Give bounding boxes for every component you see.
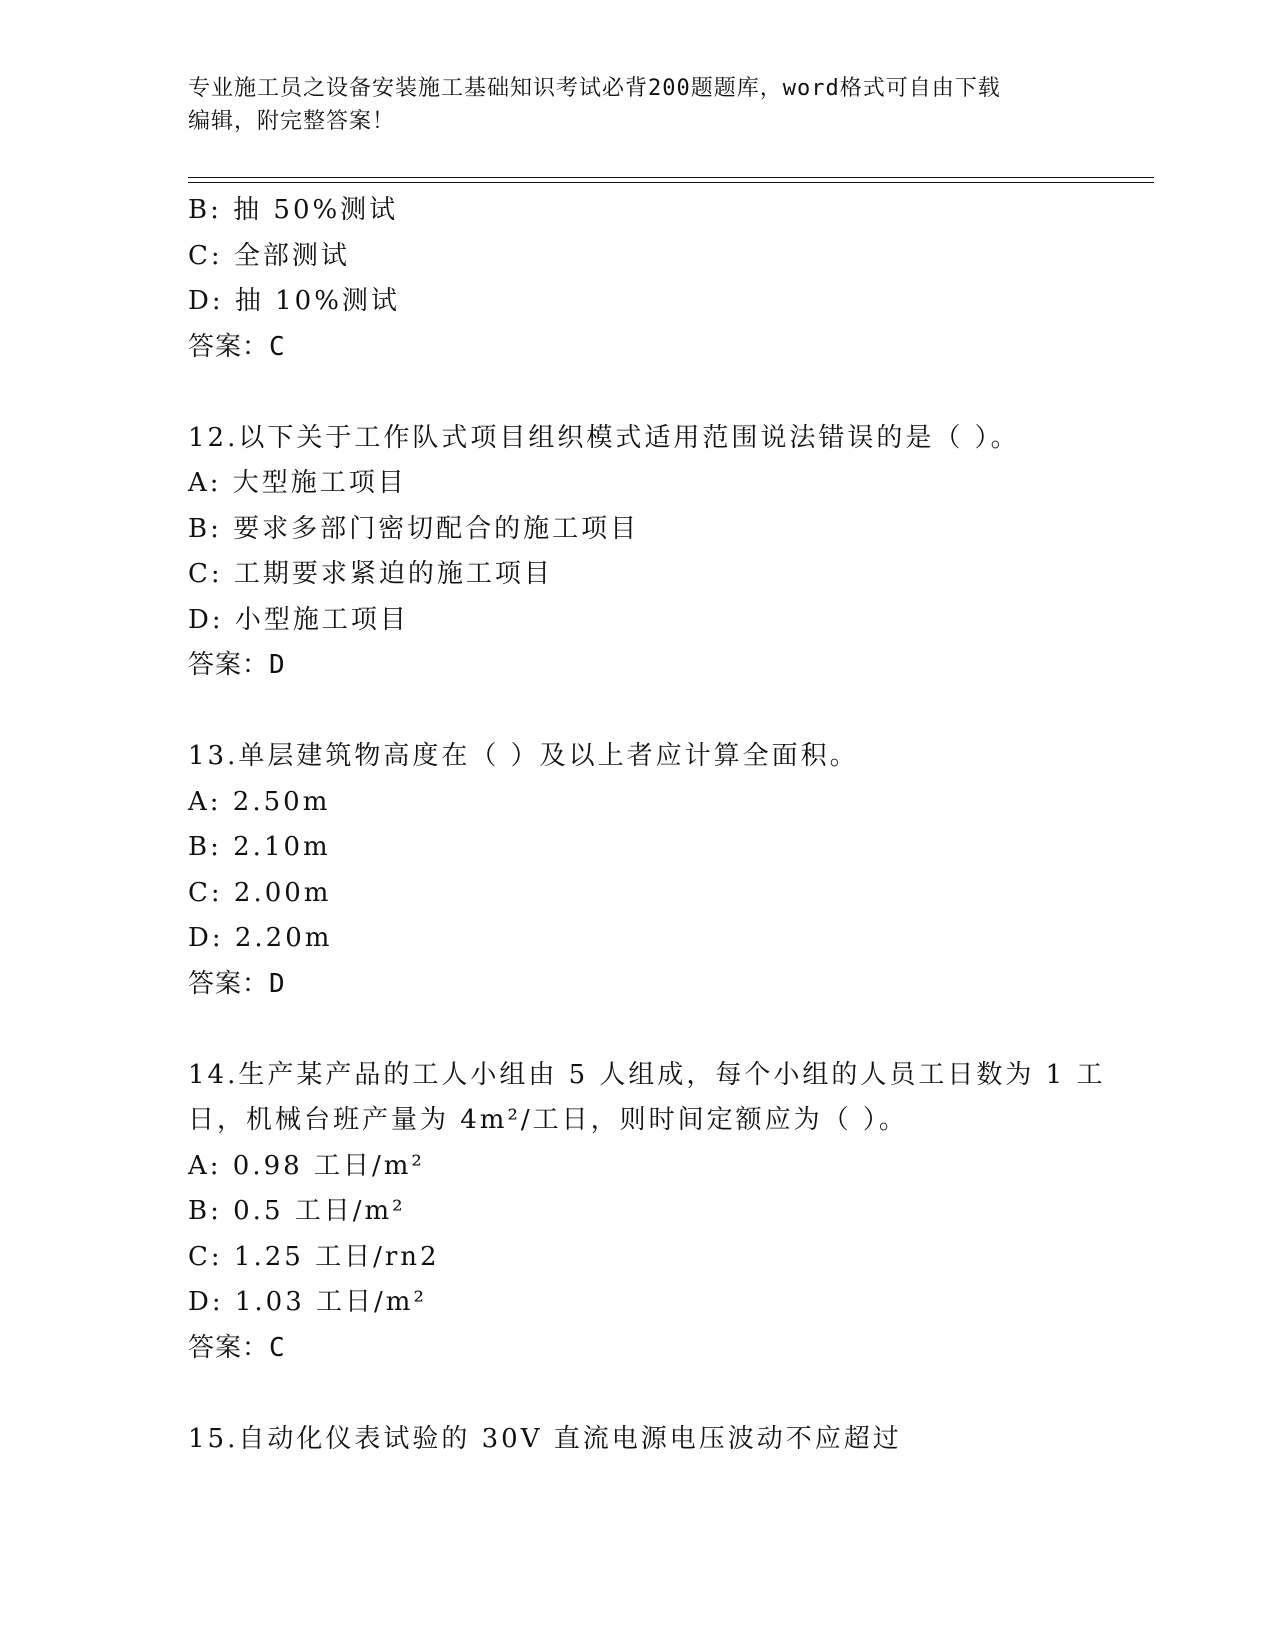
option-c: C: 全部测试 [188,240,350,271]
header-title-line2: 编辑，附完整答案！ [188,109,396,134]
question-text: 12.以下关于工作队式项目组织模式适用范围说法错误的是（ ）。 [188,422,1020,453]
question-text: 13.单层建筑物高度在（ ）及以上者应计算全面积。 [188,741,859,771]
answer-line: 答案：C [188,1332,286,1363]
option-d: D: 2.20m [188,923,333,953]
option-b: B: 0.5 工日/m² [188,1196,406,1226]
spacer [188,1371,1088,1417]
question-15-block [188,1417,1088,1463]
header-title-line1: 专业施工员之设备安装施工基础知识考试必背200题题库，word格式可自由下载 [188,76,1001,101]
option-c: C: 2.00m [188,877,332,908]
question-14-block [188,1053,1106,1372]
option-c: C: 工期要求紧迫的施工项目 [188,559,553,589]
answer-line: 答案：D [188,650,286,680]
answer-line: 答案：C [188,331,286,362]
question-12-block [188,416,1088,689]
header-divider-bottom [188,182,1154,183]
spacer [188,689,1088,735]
question-11-block [188,188,1088,370]
spacer [188,370,1088,416]
option-d: D: 小型施工项目 [188,604,409,635]
question-text-line1: 14.生产某产品的工人小组由 5 人组成，每个小组的人员工日数为 1 工 [188,1059,1106,1090]
question-list [188,188,1106,1462]
option-a: A: 大型施工项目 [188,468,407,498]
answer-line: 答案：D [188,968,286,999]
question-text: 15.自动化仪表试验的 30V 直流电源电压波动不应超过 [188,1423,902,1454]
option-d: D: 抽 10%测试 [188,286,400,316]
option-c: C: 1.25 工日/rn2 [188,1241,440,1272]
option-b: B: 要求多部门密切配合的施工项目 [188,513,640,544]
question-13-block [188,734,1088,1007]
option-a: A: 0.98 工日/m² [188,1150,425,1181]
option-b: B: 抽 50%测试 [188,195,399,225]
question-text-line2: 日，机械台班产量为 4m²/工日，则时间定额应为（ ）。 [188,1105,908,1135]
document-header [188,72,1068,138]
option-a: A: 2.50m [188,786,331,817]
option-b: B: 2.10m [188,832,331,862]
header-divider-top [188,177,1154,178]
option-d: D: 1.03 工日/m² [188,1287,427,1317]
spacer [188,1007,1088,1053]
